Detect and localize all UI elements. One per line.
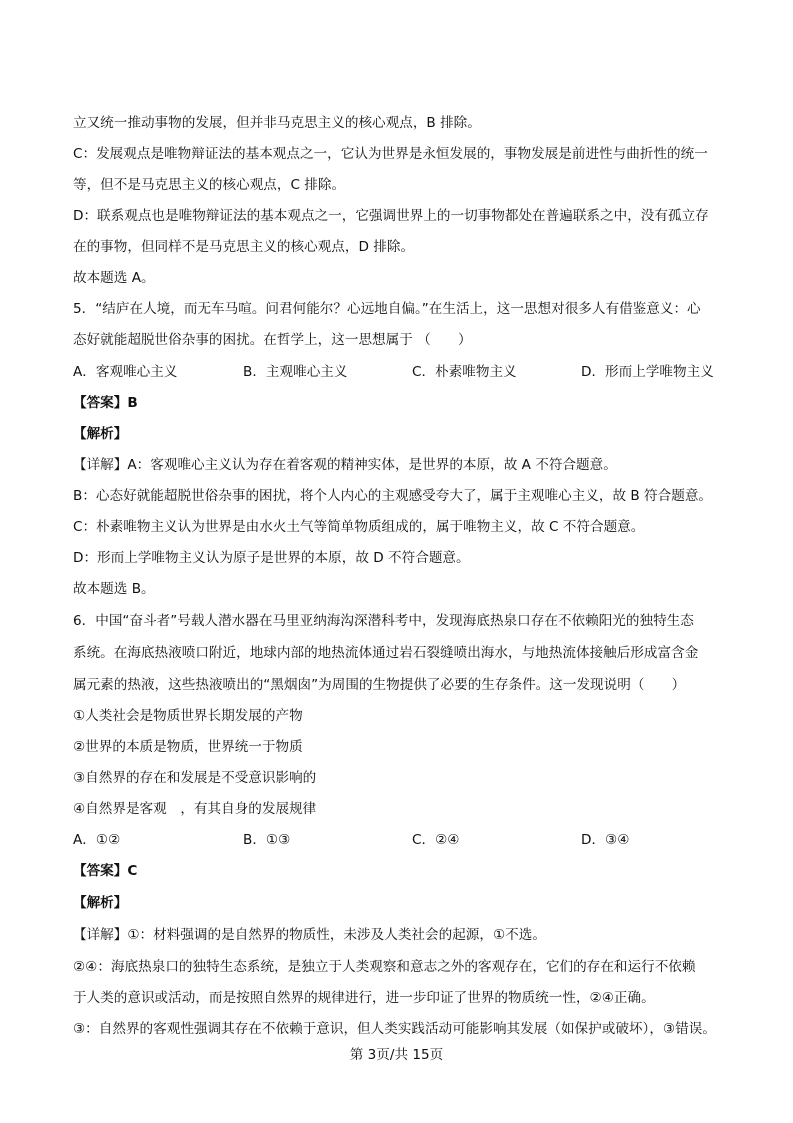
option-a: A．客观唯心主义 bbox=[73, 364, 178, 380]
text-line: 等，但不是马克思主义的核心观点，C 排除。 bbox=[73, 177, 346, 193]
detail-line: ③：自然界的客观性强调其存在不依赖于意识，但人类实践活动可能影响其发展（如保护或破坏），③错误。 bbox=[73, 1021, 716, 1037]
statement-item: ②世界的本质是物质，世界统一于物质 bbox=[73, 739, 303, 755]
text-line: C：发展观点是唯物辩证法的基本观点之一，它认为世界是永恒发展的，事物发展是前进性与曲折性的统一 bbox=[73, 146, 708, 162]
question-6-stem: 6．中国“奋斗者”号载人潜水器在马里亚纳海沟深潜科考中，发现海底热泉口存在不依赖阳光的独特生态 bbox=[73, 613, 694, 629]
text-line: 故本题选 A。 bbox=[73, 270, 155, 286]
text-line: D：联系观点也是唯物辩证法的基本观点之一，它强调世界上的一切事物都处在普遍联系之中，没有孤立存 bbox=[73, 208, 709, 224]
question-6-stem: 系统。在海底热液喷口附近，地球内部的地热流体通过岩石裂缝喷出海水，与地热流体接触后形成富含金 bbox=[73, 645, 699, 661]
answer-label: 【答案】C bbox=[73, 863, 138, 879]
option-b: B．①③ bbox=[243, 832, 291, 848]
option-d: D．形而上学唯物主义 bbox=[581, 364, 714, 380]
detail-line: 【详解】①：材料强调的是自然界的物质性，未涉及人类社会的起源，①不选。 bbox=[73, 927, 546, 943]
statement-item: ③自然界的存在和发展是不受意识影响的 bbox=[73, 770, 317, 786]
detail-line: C：朴素唯物主义认为世界是由水火土气等简单物质组成的，属于唯物主义，故 C 不符合题意。 bbox=[73, 519, 645, 535]
option-c: C．②④ bbox=[412, 832, 460, 848]
text-line: 在的事物，但同样不是马克思主义的核心观点，D 排除。 bbox=[73, 239, 415, 255]
answer-label: 【答案】B bbox=[73, 395, 138, 411]
option-a: A．①② bbox=[73, 832, 121, 848]
analysis-label: 【解析】 bbox=[73, 895, 128, 911]
page-number-footer: 第 3页/共 15页 bbox=[349, 1047, 444, 1063]
detail-line: ②④：海底热泉口的独特生态系统，是独立于人类观察和意志之外的客观存在，它们的存在和运行不依赖 bbox=[73, 959, 696, 975]
option-d: D．③④ bbox=[581, 832, 630, 848]
option-b: B．主观唯心主义 bbox=[243, 364, 348, 380]
detail-line: D：形而上学唯物主义认为原子是世界的本原，故 D 不符合题意。 bbox=[73, 550, 470, 566]
question-5-stem: 态好就能超脱世俗杂事的困扰。在哲学上，这一思想属于 （ ） bbox=[73, 332, 472, 348]
option-c: C．朴素唯物主义 bbox=[412, 364, 517, 380]
detail-line: 【详解】A：客观唯心主义认为存在着客观的精神实体，是世界的本原，故 A 不符合题意。 bbox=[73, 457, 617, 473]
question-6-stem: 属元素的热液，这些热液喷出的“黑烟囱”为周围的生物提供了必要的生存条件。这一发现说明（ ） bbox=[73, 677, 686, 693]
analysis-label: 【解析】 bbox=[73, 426, 128, 442]
question-5-stem: 5．“结庐在人境，而无车马喧。问君何能尔？心远地自偏。”在生活上，这一思想对很多人有借鉴意义：心 bbox=[73, 301, 701, 317]
statement-item: ④自然界是客观 ，有其自身的发展规律 bbox=[73, 801, 317, 817]
statement-item: ①人类社会是物质世界长期发展的产物 bbox=[73, 708, 303, 724]
text-line: 立又统一推动事物的发展，但并非马克思主义的核心观点，B 排除。 bbox=[73, 115, 481, 131]
detail-line: 故本题选 B。 bbox=[73, 581, 155, 597]
detail-line: 于人类的意识或活动，而是按照自然界的规律进行，进一步印证了世界的物质统一性，②④正确。 bbox=[73, 990, 655, 1006]
detail-line: B：心态好就能超脱世俗杂事的困扰，将个人内心的主观感受夸大了，属于主观唯心主义，故 B 符合题意。 bbox=[73, 488, 713, 504]
